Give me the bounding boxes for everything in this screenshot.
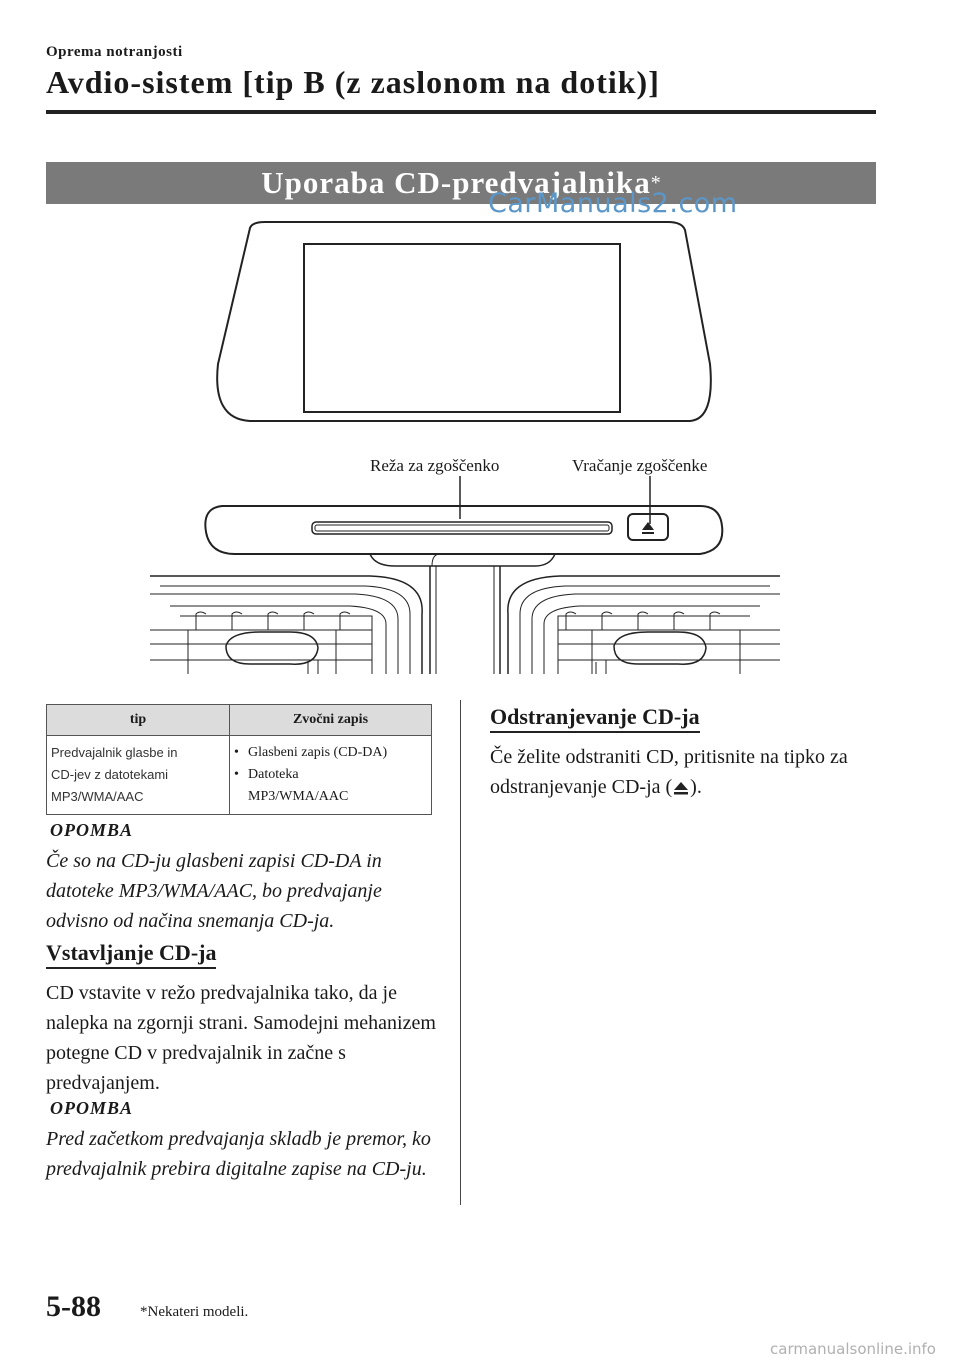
watermark: CarManuals2.com xyxy=(488,188,738,219)
cd-slot xyxy=(312,522,612,534)
section-label: Oprema notranjosti xyxy=(46,44,183,60)
footnote: *Nekateri modeli. xyxy=(140,1304,249,1320)
page-number: 5-88 xyxy=(46,1290,101,1323)
section-banner xyxy=(46,162,876,204)
table-cell-format xyxy=(230,736,432,815)
display-housing xyxy=(217,222,711,421)
insert-text: CD vstavite v režo predvajalnika tako, da je nalepka na zgornji strani. Samodejni mehanizem potegne CD v predvajalnik in začne s predvajanjem. xyxy=(46,982,436,1094)
table-header-type: tip xyxy=(47,705,230,736)
insert-heading: Vstavljanje CD-ja xyxy=(46,940,216,969)
callout-cd-eject: Vračanje zgoščenke xyxy=(572,456,708,475)
remove-heading: Odstranjevanje CD-ja xyxy=(490,704,700,733)
footer-url: carmanualsonline.info xyxy=(770,1340,936,1358)
cd-player-illustration xyxy=(140,214,790,684)
note-text: Če so na CD-ju glasbeni zapisi CD-DA in datoteke MP3/WMA/AAC, bo predvajanje odvisno od načina snemanja CD-ja. xyxy=(46,850,382,932)
column-divider xyxy=(460,700,461,1205)
callout-cd-slot: Reža za zgoščenko xyxy=(370,456,500,475)
header-rule xyxy=(46,110,876,114)
note-text: Pred začetkom predvajanja skladb je premor, ko predvajalnik prebira digitalne zapise na CD-ju. xyxy=(46,1128,431,1180)
table-header-row xyxy=(47,705,432,736)
remove-text: Če želite odstraniti CD, pritisnite na tipko za odstranjevanje CD-ja ( ). xyxy=(490,742,870,805)
note-heading: OPOMBA xyxy=(50,1098,134,1118)
right-vent-knob xyxy=(614,632,706,664)
left-vent-knob xyxy=(226,632,318,664)
format-item: MP3/WMA/AAC xyxy=(248,789,349,804)
table-row xyxy=(47,736,432,815)
display-screen xyxy=(304,244,620,412)
type-line: MP3/WMA/AAC xyxy=(51,789,144,804)
table-header-format: Zvočni zapis xyxy=(230,705,432,736)
chapter-title: Avdio-sistem [tip B (z zaslonom na dotik)] xyxy=(46,64,660,100)
eject-icon xyxy=(672,775,690,805)
table-cell-type xyxy=(47,736,230,815)
banner-footnote-mark: * xyxy=(650,171,661,194)
type-line: Predvajalnik glasbe in xyxy=(51,745,178,760)
format-item: • Glasbeni zapis (CD-DA) xyxy=(234,745,388,760)
format-table xyxy=(46,704,432,815)
type-line: CD-jev z datotekami xyxy=(51,767,169,782)
banner-title: Uporaba CD-predvajalnika xyxy=(261,165,651,200)
format-item: • Datoteka xyxy=(234,767,299,782)
note-heading: OPOMBA xyxy=(50,820,134,840)
